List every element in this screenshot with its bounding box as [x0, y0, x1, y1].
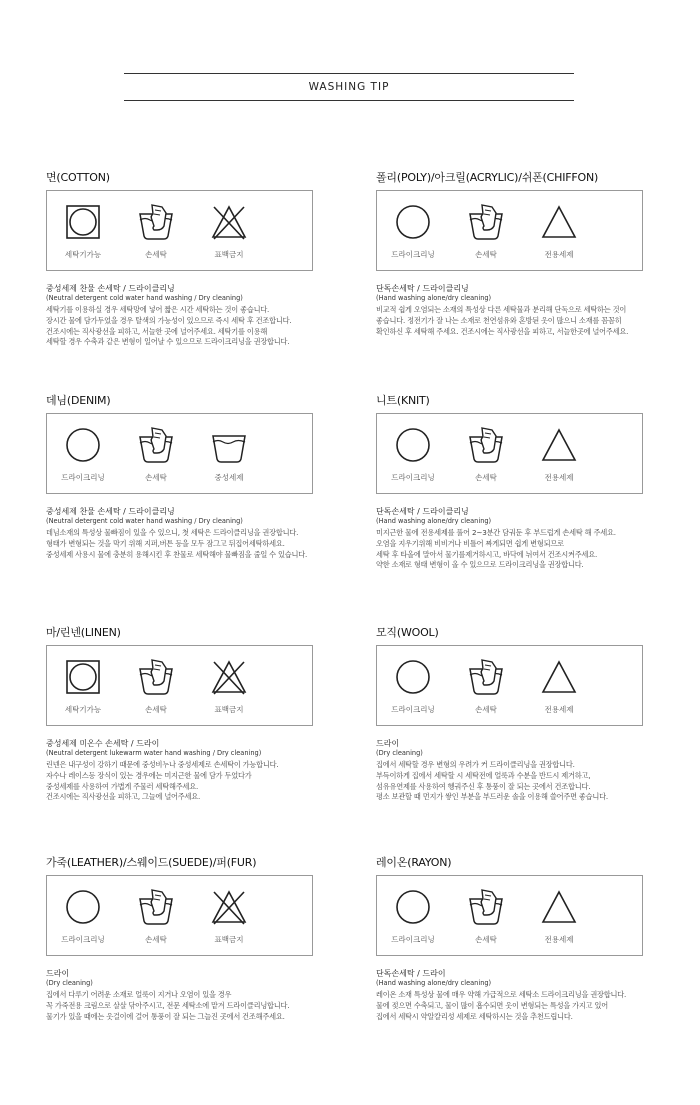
washing-section	[46, 625, 346, 802]
care-symbol	[456, 656, 516, 715]
care-symbol	[126, 656, 186, 715]
care-symbol-label: 드라이크리닝	[391, 250, 435, 259]
care-instruction-line: 장시간 물에 담가두었을 경우 탈색의 가능성이 있으므로 즉시 세탁 후 건조합니다.	[46, 315, 292, 325]
care-method: 중성세제 찬물 손세탁 / 드라이클리닝	[46, 507, 175, 516]
care-description	[46, 284, 351, 348]
no-bleach-icon	[199, 656, 259, 698]
care-instruction-line: 레이온 소재 특성상 물에 매우 약해 가급적으로 세탁소 드라이크리닝을 권장합니다.	[376, 990, 627, 999]
care-instruction-line: 평소 보관할 때 먼지가 쌓인 부분을 부드러운 솔을 이용해 쓸어주면 좋습니다.	[376, 792, 608, 802]
care-instruction-line: 건조시에는 직사광선을 피하고, 서늘한 곳에 널어주세요. 세탁기를 이용해	[46, 326, 268, 336]
care-symbol	[199, 201, 259, 260]
care-description	[376, 507, 681, 571]
care-instruction-line: 부득이하게 집에서 세탁할 시 세탁전에 얼룩과 수분을 반드시 제거하고,	[376, 770, 591, 780]
care-symbol-label: 손세탁	[145, 935, 167, 944]
care-instruction-line: 중성세제를 사용하여 가볍게 주물러 세탁해주세요.	[46, 781, 199, 791]
dry-clean-icon	[383, 424, 443, 466]
care-symbol-label: 드라이크리닝	[61, 473, 105, 482]
machine-wash-icon	[53, 201, 113, 243]
care-symbol	[456, 886, 516, 945]
dry-clean-icon	[383, 886, 443, 928]
care-symbol	[383, 886, 443, 945]
section-title: 가죽(LEATHER)/스웨이드(SUEDE)/퍼(FUR)	[46, 856, 257, 869]
care-method: 중성세제 찬물 손세탁 / 드라이클리닝	[46, 284, 175, 293]
section-title: 마/린넨(LINEN)	[46, 626, 121, 639]
care-instruction-line: 자수나 레이스등 장식이 있는 경우에는 미지근한 물에 담가 두었다가	[46, 770, 252, 780]
bleach-icon	[529, 656, 589, 698]
care-symbol	[53, 886, 113, 945]
washing-section	[376, 855, 676, 1021]
care-symbol-box	[46, 645, 313, 726]
care-symbol-label: 손세탁	[145, 250, 167, 259]
washing-section	[46, 393, 346, 559]
page-header	[124, 73, 574, 101]
care-symbol	[456, 201, 516, 260]
no-bleach-icon	[199, 886, 259, 928]
dry-clean-icon	[383, 201, 443, 243]
care-description	[46, 969, 351, 1022]
dry-clean-icon	[53, 886, 113, 928]
machine-wash-icon	[53, 656, 113, 698]
care-symbol-label: 드라이크리닝	[391, 935, 435, 944]
care-symbol-label: 손세탁	[475, 473, 497, 482]
page-title: WASHING TIP	[308, 81, 390, 93]
care-instruction-line: 미지근한 물에 전용세제를 풀어 2~3분간 담궈둔 후 부드럽게 손세탁 해 주세요.	[376, 528, 616, 537]
washing-section	[376, 170, 676, 336]
care-instruction-line: 세탁 후 타올에 말아서 물기를제거하시고, 바닥에 뉘여서 건조시켜주세요.	[376, 549, 598, 559]
care-instruction-line: 건조시에는 직사광선을 피하고, 그늘에 널어주세요.	[46, 792, 201, 802]
care-method-english: (Neutral detergent lukewarm water hand washing / Dry cleaning)	[46, 749, 262, 757]
care-method: 중성세제 미온수 손세탁 / 드라이	[46, 739, 160, 748]
bleach-icon	[529, 424, 589, 466]
care-symbol	[456, 424, 516, 483]
care-method-english: (Dry cleaning)	[46, 979, 93, 987]
care-method: 단독손세탁 / 드라이	[376, 969, 446, 978]
section-title: 폴리(POLY)/아크릴(ACRYLIC)/쉬폰(CHIFFON)	[376, 171, 599, 184]
care-symbol-label: 중성세제	[214, 473, 244, 482]
care-symbol-label: 드라이크리닝	[391, 705, 435, 714]
care-method: 드라이	[46, 969, 70, 978]
care-symbol	[529, 424, 589, 483]
care-description	[376, 969, 681, 1022]
care-instruction-line: 섬유유연제를 사용하여 헹궈주신 후 통풍이 잘 되는 곳에서 건조합니다.	[376, 781, 591, 791]
care-symbol	[529, 656, 589, 715]
care-symbol-label: 손세탁	[475, 250, 497, 259]
care-symbol-label: 손세탁	[475, 935, 497, 944]
care-instruction-line: 집에서 세탁시 약알칼리성 세제로 세탁하시는 것을 추천드립니다.	[376, 1011, 573, 1021]
care-instruction-line: 형태가 변형되는 것을 막기 위해 지퍼,버튼 등을 모두 잠그고 뒤집어세탁하세요.	[46, 538, 285, 548]
care-symbol-box	[376, 645, 643, 726]
care-instruction-line: 약한 소재로 형태 변형이 올 수 있으므로 드라이크리닝을 권장합니다.	[376, 560, 584, 570]
care-method-english: (Dry cleaning)	[376, 749, 423, 757]
hand-wash-icon	[456, 656, 516, 698]
care-description	[376, 739, 681, 803]
care-method-english: (Neutral detergent cold water hand washing / Dry cleaning)	[46, 294, 243, 302]
care-instruction-line: 물기가 있을 때에는 옷걸이에 걸어 통풍이 잘 되는 그늘진 곳에서 건조해주세요.	[46, 1011, 285, 1021]
care-description	[46, 507, 351, 560]
care-symbol-label: 손세탁	[475, 705, 497, 714]
care-symbol	[529, 886, 589, 945]
care-instruction-line: 확인하신 후 세탁해 주세요. 건조시에는 직사광선을 피하고, 서늘한곳에 널어주세요.	[376, 326, 629, 336]
care-symbol-label: 드라이크리닝	[61, 935, 105, 944]
care-symbol	[383, 656, 443, 715]
care-symbol	[199, 656, 259, 715]
hand-wash-icon	[126, 201, 186, 243]
care-symbol	[53, 656, 113, 715]
care-symbol-label: 세탁기가능	[64, 250, 102, 259]
care-instruction-line: 린넨은 내구성이 강하기 때문에 중성비누나 중성세제로 손세탁이 가능합니다.	[46, 760, 279, 769]
care-instruction-line: 좋습니다. 정전기가 잘 나는 소재로 천연섬유와 혼방된 옷이 많으니 소재를 꼼꼼히	[376, 315, 622, 325]
care-symbol-label: 드라이크리닝	[391, 473, 435, 482]
hand-wash-icon	[126, 424, 186, 466]
care-symbol-box	[376, 413, 643, 494]
care-description	[376, 284, 681, 337]
wash-tub-icon	[199, 424, 259, 466]
care-instruction-line: 중성세제 사용시 물에 충분히 용해시킨 후 찬물로 세탁해야 물빠짐을 줄일 수 있습니다.	[46, 549, 308, 559]
hand-wash-icon	[126, 656, 186, 698]
care-instruction-line: 비교적 쉽게 오염되는 소재의 특성상 다른 세탁물과 분리해 단독으로 세탁하는 것이	[376, 305, 627, 314]
section-title: 니트(KNIT)	[376, 394, 430, 407]
care-method: 단독손세탁 / 드라이클리닝	[376, 284, 469, 293]
section-title: 모직(WOOL)	[376, 626, 439, 639]
care-symbol	[529, 201, 589, 260]
care-symbol-label: 표백금지	[214, 935, 244, 944]
care-instruction-line: 집에서 세탁할 경우 변형의 우려가 커 드라이클리닝을 권장합니다.	[376, 760, 575, 769]
care-instruction-line: 물에 젖으면 수축되고, 물이 많이 흡수되면 옷이 변형되는 특성을 가지고 있어	[376, 1000, 608, 1010]
care-symbol-label: 세탁기가능	[64, 705, 102, 714]
dry-clean-icon	[53, 424, 113, 466]
care-instruction-line: 집에서 다루기 어려운 소재로 얼룩이 지거나 오염이 있을 경우	[46, 990, 232, 999]
care-symbol-label: 표백금지	[214, 250, 244, 259]
washing-section	[46, 170, 346, 347]
care-symbol-label: 전용세제	[544, 935, 574, 944]
care-symbol-box	[376, 190, 643, 271]
hand-wash-icon	[456, 424, 516, 466]
care-symbol	[383, 201, 443, 260]
care-symbol	[53, 201, 113, 260]
care-symbol	[53, 424, 113, 483]
care-description	[46, 739, 351, 803]
washing-section	[376, 393, 676, 570]
care-method-english: (Hand washing alone/dry cleaning)	[376, 517, 492, 525]
hand-wash-icon	[126, 886, 186, 928]
dry-clean-icon	[383, 656, 443, 698]
care-symbol-box	[46, 875, 313, 956]
care-method-english: (Neutral detergent cold water hand washing / Dry cleaning)	[46, 517, 243, 525]
care-instruction-line: 세탁할 경우 수축과 같은 변형이 일어날 수 있으므로 드라이크리닝을 권장합니다.	[46, 337, 290, 347]
section-title: 레이온(RAYON)	[376, 856, 452, 869]
care-symbol-box	[376, 875, 643, 956]
care-symbol	[126, 886, 186, 945]
care-symbol-box	[46, 190, 313, 271]
care-symbol	[383, 424, 443, 483]
care-symbol	[199, 424, 259, 483]
care-method-english: (Hand washing alone/dry cleaning)	[376, 979, 492, 987]
bleach-icon	[529, 886, 589, 928]
no-bleach-icon	[199, 201, 259, 243]
care-symbol-label: 전용세제	[544, 250, 574, 259]
care-instruction-line: 세탁기를 이용하실 경우 세탁망에 넣어 짧은 시간 세탁하는 것이 좋습니다.	[46, 305, 270, 314]
care-instruction-line: 데님소재의 특성상 물빠짐이 있을 수 있으니, 첫 세탁은 드라이클리닝을 권장합니다.	[46, 528, 299, 537]
care-method: 단독손세탁 / 드라이클리닝	[376, 507, 469, 516]
care-symbol	[126, 424, 186, 483]
washing-section	[376, 625, 676, 802]
bleach-icon	[529, 201, 589, 243]
hand-wash-icon	[456, 886, 516, 928]
care-symbol-label: 전용세제	[544, 473, 574, 482]
section-title: 면(COTTON)	[46, 171, 110, 184]
care-symbol-label: 손세탁	[145, 473, 167, 482]
care-symbol-label: 전용세제	[544, 705, 574, 714]
care-symbol-label: 표백금지	[214, 705, 244, 714]
washing-section	[46, 855, 346, 1021]
care-symbol-label: 손세탁	[145, 705, 167, 714]
care-symbol-box	[46, 413, 313, 494]
care-method: 드라이	[376, 739, 400, 748]
care-symbol	[199, 886, 259, 945]
care-instruction-line: 꼭 가죽전용 크림으로 살살 닦아주시고, 전문 세탁소에 맡겨 드라이클리닝합니다.	[46, 1000, 290, 1010]
care-instruction-line: 오염을 지우기위해 비비거나 비틀어 짜게되면 쉽게 변형되므로	[376, 538, 564, 548]
section-title: 데님(DENIM)	[46, 394, 111, 407]
care-method-english: (Hand washing alone/dry cleaning)	[376, 294, 492, 302]
hand-wash-icon	[456, 201, 516, 243]
care-symbol	[126, 201, 186, 260]
